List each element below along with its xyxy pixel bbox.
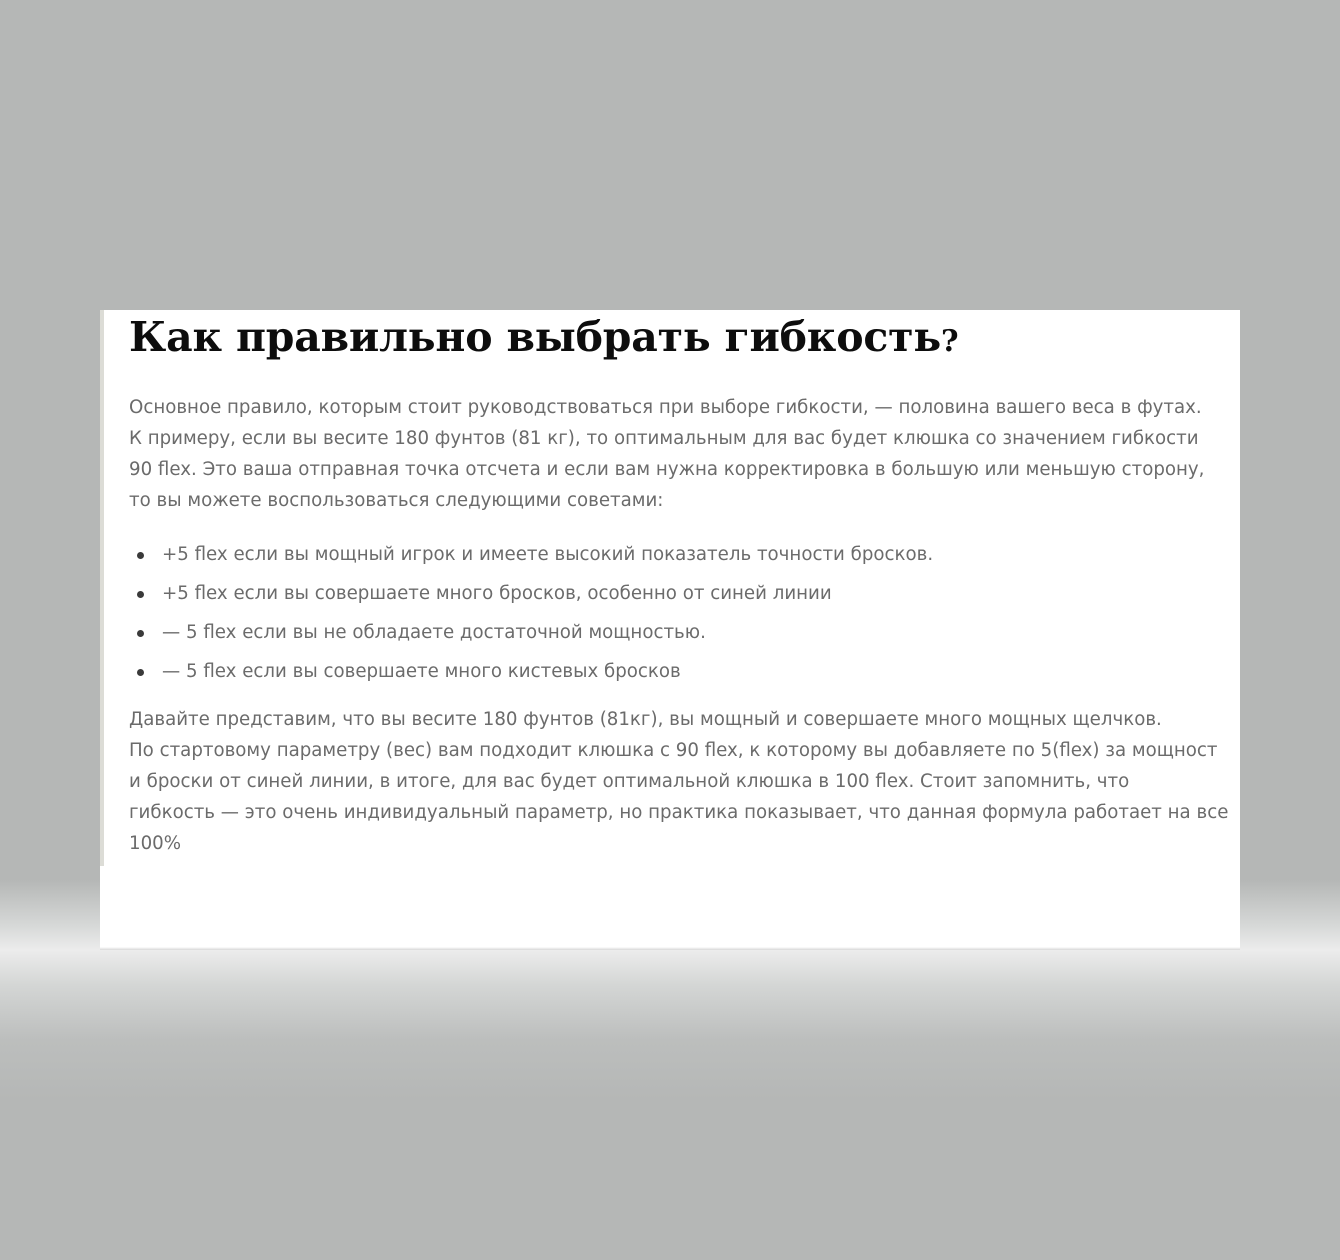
example-line: и броски от синей линии, в итоге, для вас будет оптимальной клюшка в 100 flex. Стоит запомнить, что <box>129 771 1130 792</box>
intro-line: К примеру, если вы весите 180 фунтов (81 кг), то оптимальным для вас будет клюшка со значением гибкости <box>129 428 1199 449</box>
intro-line: то вы можете воспользоваться следующими советами: <box>129 490 664 511</box>
bullet-icon <box>137 591 144 598</box>
card-left-edge <box>100 310 104 866</box>
example-line: По стартовому параметру (вес) вам подходит клюшка с 90 flex, к которому вы добавляете по 5(flex) за мощност <box>129 740 1218 761</box>
article-title-question-mark: ? <box>940 324 959 359</box>
example-line: 100% <box>129 833 181 854</box>
list-item <box>129 535 1240 574</box>
article-title <box>129 310 1240 367</box>
article-content <box>129 310 1240 859</box>
article-card <box>100 310 1240 950</box>
bullet-icon <box>137 669 144 676</box>
intro-line: Основное правило, которым стоит руководствоваться при выборе гибкости, — половина вашего веса в футах. <box>129 397 1202 418</box>
list-item <box>129 613 1240 652</box>
bullet-icon <box>137 630 144 637</box>
tip-text: +5 flex если вы мощный игрок и имеете высокий показатель точности бросков. <box>162 544 934 565</box>
list-item <box>129 652 1240 691</box>
example-line: гибкость — это очень индивидуальный параметр, но практика показывает, что данная формула работает на все <box>129 802 1229 823</box>
tip-text: — 5 flex если вы совершаете много кистевых бросков <box>162 661 681 682</box>
tip-text: — 5 flex если вы не обладаете достаточной мощностью. <box>162 622 706 643</box>
card-bottom-shadow <box>100 947 1240 950</box>
tips-list <box>129 535 1240 691</box>
intro-line: 90 flex. Это ваша отправная точка отсчета и если вам нужна корректировка в большую или меньшую сторону, <box>129 459 1205 480</box>
example-paragraph <box>129 704 1240 859</box>
bullet-icon <box>137 552 144 559</box>
article-title-text: Как правильно выбрать гибкость <box>129 313 941 361</box>
example-line: Давайте представим, что вы весите 180 фунтов (81кг), вы мощный и совершаете много мощных щелчков. <box>129 709 1162 730</box>
list-item <box>129 574 1240 613</box>
tip-text: +5 flex если вы совершаете много бросков, особенно от синей линии <box>162 583 832 604</box>
intro-paragraph <box>129 392 1240 516</box>
